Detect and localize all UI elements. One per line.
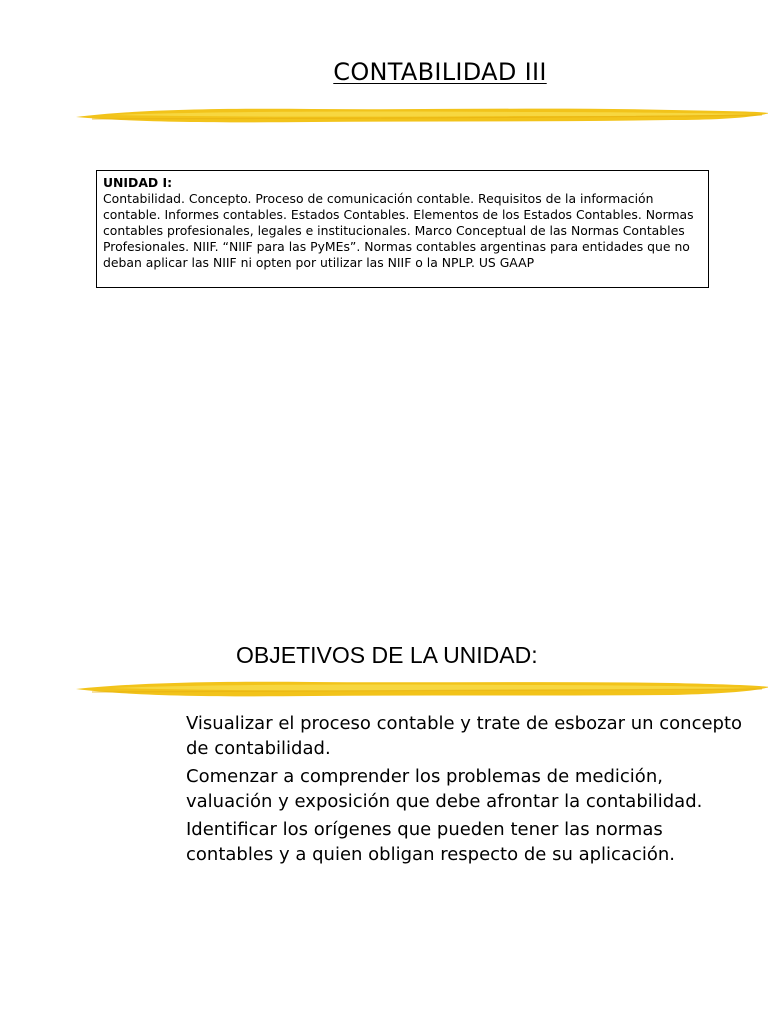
objectives-title: OBJETIVOS DE LA UNIDAD: bbox=[236, 642, 538, 668]
unit-title: UNIDAD I: bbox=[103, 175, 173, 190]
objectives-list bbox=[186, 712, 746, 871]
yellow-brush-stroke-divider bbox=[72, 674, 768, 704]
unit-content-box bbox=[96, 170, 709, 288]
objective-item: Identificar los orígenes que pueden tener las normas contables y a quien obligan respecto de su aplicación. bbox=[186, 819, 675, 865]
objective-item: Comenzar a comprender los problemas de medición, valuación y exposición que debe afrontar la contabilidad. bbox=[186, 766, 703, 812]
objective-item: Visualizar el proceso contable y trate de esbozar un concepto de contabilidad. bbox=[186, 713, 743, 759]
slide-2 bbox=[0, 512, 768, 1024]
slide-title: CONTABILIDAD III bbox=[333, 58, 547, 86]
yellow-brush-stroke-divider bbox=[72, 100, 768, 130]
unit-description: Contabilidad. Concepto. Proceso de comunicación contable. Requisitos de la información contable. Informes contables. Estados Contables. Elementos de los Estados Contables. Normas contables profesionales, legales e institucionales. Marco Conceptual de las Normas Contables Profesionales. NIIF. “NIIF para las PyMEs”. Normas contables argentinas para entidades que no deban aplicar las NIIF ni opten por utilizar las NIIF o la NPLP. US GAAP bbox=[103, 191, 694, 271]
